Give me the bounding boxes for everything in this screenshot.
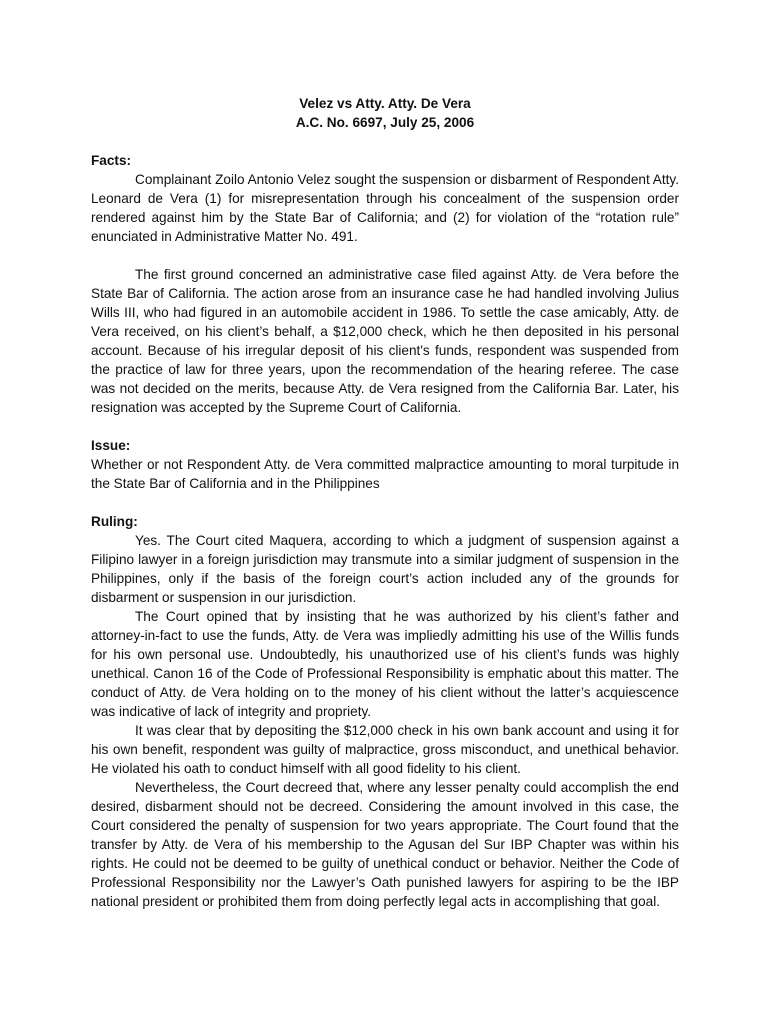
document-header (91, 94, 679, 132)
case-citation: A.C. No. 6697, July 25, 2006 (295, 115, 475, 130)
facts-paragraph: Complainant Zoilo Antonio Velez sought the suspension or disbarment of Respondent Atty. Leonard de Vera (1) for misrepresentation through his concealment of the suspension order rendered against him by the State Bar of California; and (2) for violation of the “rotation rule” enunciated in Administrative Matter No. 491. (91, 172, 679, 244)
facts-section (91, 151, 679, 417)
ruling-paragraph: The Court opined that by insisting that he was authorized by his client’s father and attorney-in-fact to use the funds, Atty. de Vera was impliedly admitting his use of the Willis funds for his own personal use. Undoubtedly, his unauthorized use of his client’s funds was highly unethical. Canon 16 of the Code of Professional Responsibility is emphatic about this matter. The conduct of Atty. de Vera holding on to the money of his client without the latter’s acquiescence was indicative of lack of integrity and propriety. (91, 609, 679, 719)
facts-heading: Facts: (91, 153, 132, 168)
ruling-paragraph: Nevertheless, the Court decreed that, where any lesser penalty could accomplish the end desired, disbarment should not be decreed. Considering the amount involved in this case, the Court considered the penalty of suspension for two years appropriate. The Court found that the transfer by Atty. de Vera of his membership to the Agusan del Sur IBP Chapter was within his rights. He could not be deemed to be guilty of unethical conduct or behavior. Neither the Code of Professional Responsibility nor the Lawyer’s Oath punished lawyers for aspiring to be the IBP national president or prohibited them from doing perfectly legal acts in accomplishing that goal. (91, 780, 679, 909)
facts-paragraph: The first ground concerned an administrative case filed against Atty. de Vera before the State Bar of California. The action arose from an insurance case he had handled involving Julius Wills III, who had figured in an automobile accident in 1986. To settle the case amicably, Atty. de Vera received, on his client’s behalf, a $12,000 check, which he then deposited in his personal account. Because of his irregular deposit of his client's funds, respondent was suspended from the practice of law for three years, upon the recommendation of the hearing referee. The case was not decided on the merits, because Atty. de Vera resigned from the California Bar. Later, his resignation was accepted by the Supreme Court of California. (91, 267, 679, 415)
ruling-paragraph: It was clear that by depositing the $12,000 check in his own bank account and using it for his own benefit, respondent was guilty of malpractice, gross misconduct, and unethical behavior. He violated his oath to conduct himself with all good fidelity to his client. (91, 723, 679, 776)
issue-section (91, 436, 679, 493)
ruling-heading: Ruling: (91, 514, 138, 529)
document-title: Velez vs Atty. Atty. De Vera (299, 96, 471, 111)
ruling-section (91, 512, 679, 911)
issue-heading: Issue: (91, 438, 131, 453)
issue-text: Whether or not Respondent Atty. de Vera committed malpractice amounting to moral turpitude in the State Bar of California and in the Philippines (91, 457, 679, 491)
document-body (91, 94, 679, 911)
paragraph-spacer (91, 246, 679, 265)
ruling-paragraph: Yes. The Court cited Maquera, according to which a judgment of suspension against a Filipino lawyer in a foreign jurisdiction may transmute into a similar judgment of suspension in the Philippines, only if the basis of the foreign court’s action included any of the grounds for disbarment or suspension in our jurisdiction. (91, 533, 679, 605)
